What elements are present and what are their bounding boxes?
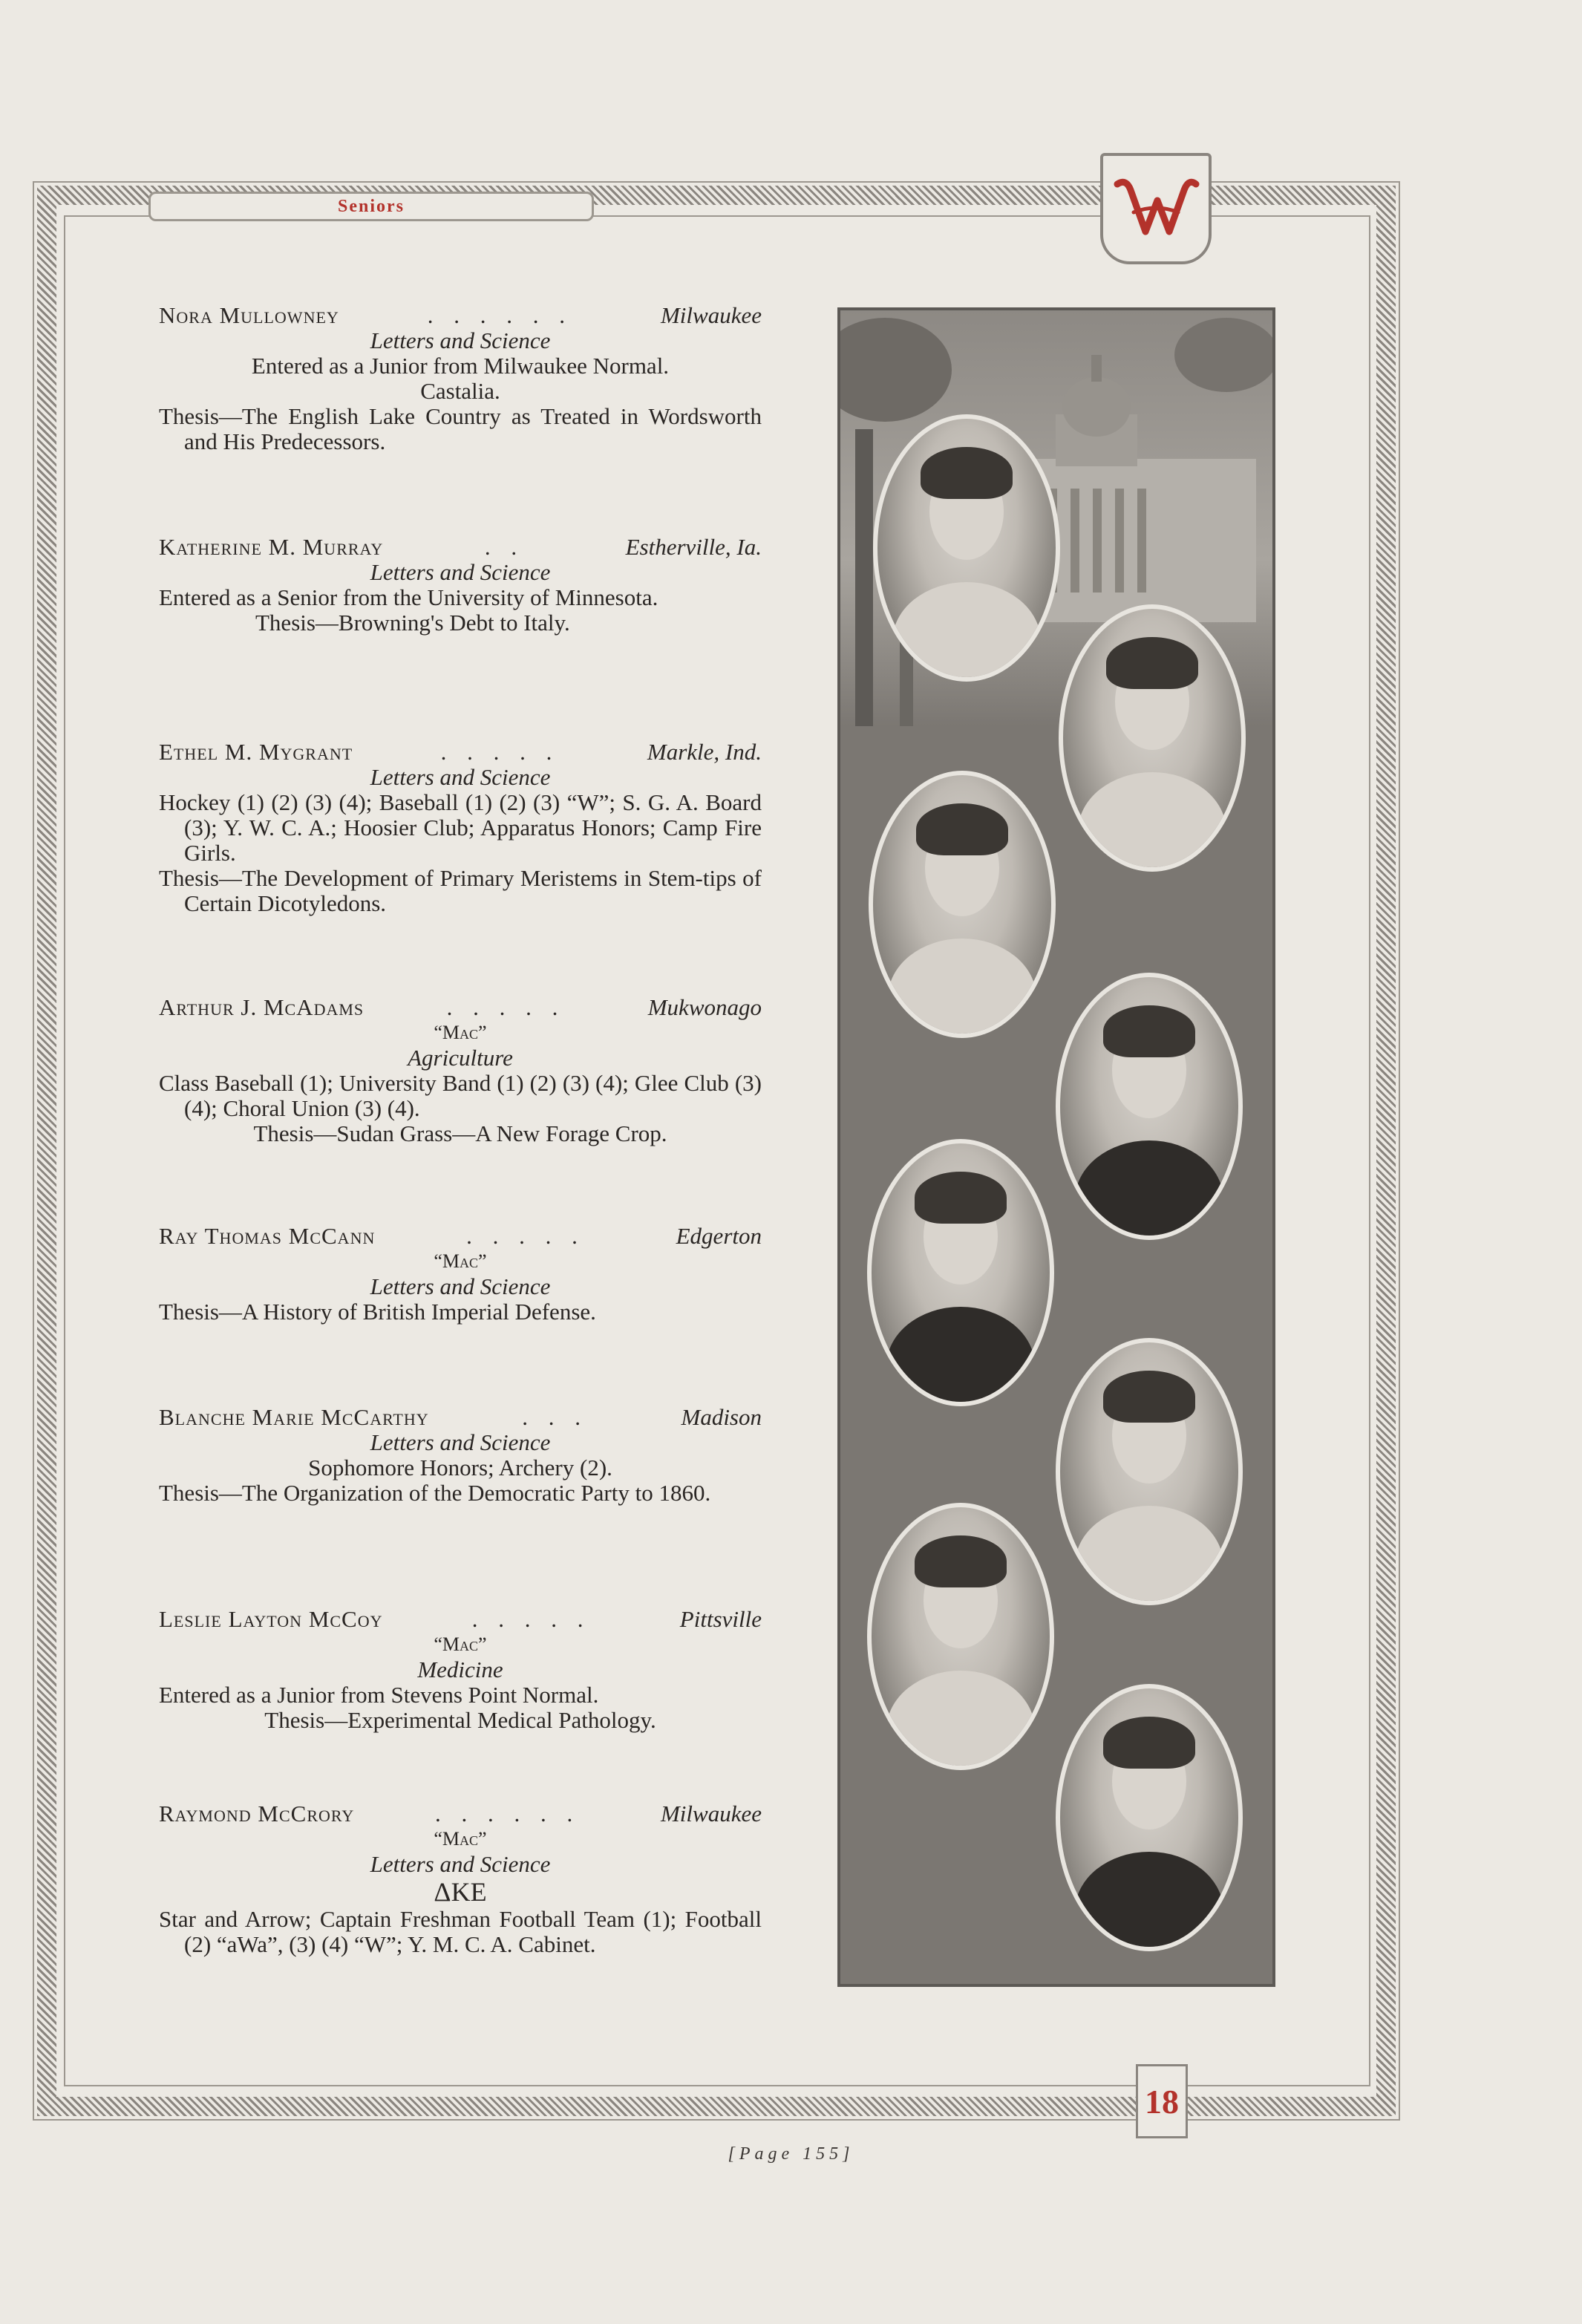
entry-nickname: “Mac” — [434, 1633, 487, 1655]
entry-town: Mukwonago — [647, 994, 762, 1020]
portrait-arthur-mcadams — [1056, 973, 1243, 1240]
entry-mccrory — [159, 1801, 762, 1957]
entry-thesis: Thesis—The Organization of the Democratic Party to 1860. — [159, 1480, 711, 1506]
page-number: [Page 155] — [728, 2144, 854, 2164]
entry-course: Letters and Science — [370, 1851, 551, 1877]
entry-name: Leslie Layton McCoy — [159, 1606, 383, 1632]
entry-course: Letters and Science — [370, 764, 551, 790]
entry-course: Agriculture — [408, 1045, 513, 1071]
entry-murray — [159, 535, 762, 636]
entry-dots: . . . . . — [471, 1607, 591, 1632]
section-label: Seniors — [148, 192, 594, 221]
entry-line: Hockey (1) (2) (3) (4); Baseball (1) (2) (3) “W”; S. G. A. Board (3); Y. W. C. A.; Hoosier Club; Apparatus Honors; Camp Fire Girls. — [159, 789, 762, 866]
portrait-nora-mullowney — [873, 414, 1060, 682]
w-monogram-icon — [1111, 168, 1200, 249]
entry-town: Edgerton — [676, 1223, 762, 1249]
entry-town: Markle, Ind. — [647, 739, 762, 765]
entry-header — [159, 535, 762, 560]
entry-dots: . . . . . — [466, 1224, 585, 1249]
entry-mccoy — [159, 1607, 762, 1733]
portrait-leslie-mccoy — [867, 1503, 1054, 1770]
entry-line: Entered as a Junior from Milwaukee Normal. — [251, 353, 670, 379]
entry-mccarthy — [159, 1405, 762, 1506]
entry-mcadams — [159, 995, 762, 1146]
entry-dots: . . . — [522, 1405, 588, 1430]
entry-line: Sophomore Honors; Archery (2). — [308, 1455, 612, 1481]
entry-town: Pittsville — [679, 1606, 762, 1632]
entry-course: Letters and Science — [370, 1273, 551, 1299]
portrait-blanche-mccarthy — [1056, 1338, 1243, 1605]
entry-course: Medicine — [417, 1656, 503, 1682]
entry-thesis: Thesis—Browning's Debt to Italy. — [255, 610, 570, 636]
entry-name: Ray Thomas McCann — [159, 1223, 376, 1249]
entry-name: Arthur J. McAdams — [159, 994, 365, 1020]
entry-mccann — [159, 1224, 762, 1325]
portrait-ray-mccann — [867, 1139, 1054, 1406]
entry-thesis: Thesis—A History of British Imperial Defense. — [159, 1299, 596, 1325]
entry-dots: . . — [484, 535, 525, 560]
entry-header — [159, 740, 762, 765]
entry-nickname: “Mac” — [434, 1022, 487, 1043]
entry-line: Class Baseball (1); University Band (1) (2) (3) (4); Glee Club (3) (4); Choral Union (3) (4). — [159, 1070, 762, 1121]
entry-name: Raymond McCrory — [159, 1801, 355, 1827]
portrait-katherine-murray — [1059, 604, 1246, 872]
portrait-raymond-mccrory — [1056, 1684, 1243, 1951]
entry-name: Nora Mullowney — [159, 302, 339, 328]
entry-header — [159, 1224, 762, 1249]
entry-course: Letters and Science — [370, 1429, 551, 1455]
entry-dots: . . . . . . — [427, 303, 572, 328]
entry-dots: . . . . . — [440, 740, 560, 765]
entry-thesis: Thesis—Sudan Grass—A New Forage Crop. — [253, 1120, 667, 1146]
entry-nickname: “Mac” — [434, 1250, 487, 1272]
entry-town: Milwaukee — [660, 1801, 762, 1827]
entry-header — [159, 303, 762, 328]
entry-thesis: Thesis—The Development of Primary Meristems in Stem-tips of Certain Dicotyledons. — [159, 865, 762, 916]
entry-fraternity: ΔKE — [434, 1877, 487, 1907]
year-badge: 18 — [1136, 2064, 1188, 2138]
entry-nickname: “Mac” — [434, 1828, 487, 1850]
w-logo-shield — [1100, 153, 1212, 264]
entry-dots: . . . . . . — [434, 1801, 581, 1827]
entry-thesis: Thesis—The English Lake Country as Treated in Wordsworth and His Predecessors. — [159, 403, 762, 454]
entry-header — [159, 995, 762, 1020]
entry-mygrant — [159, 740, 762, 916]
entry-line: Entered as a Junior from Stevens Point Normal. — [159, 1682, 599, 1708]
entry-name: Blanche Marie McCarthy — [159, 1404, 429, 1430]
entry-line: Entered as a Senior from the University of Minnesota. — [159, 584, 658, 610]
entry-line: Star and Arrow; Captain Freshman Football Team (1); Football (2) “aWa”, (3) (4) “W”; Y. M. C. A. Cabinet. — [159, 1906, 762, 1957]
portrait-panel — [837, 307, 1275, 1987]
entry-header — [159, 1405, 762, 1430]
entry-course: Letters and Science — [370, 559, 551, 585]
entry-town: Estherville, Ia. — [625, 534, 762, 560]
entry-line: Castalia. — [420, 378, 500, 404]
entry-name: Ethel M. Mygrant — [159, 739, 353, 765]
entry-name: Katherine M. Murray — [159, 534, 384, 560]
portrait-ethel-mygrant — [869, 771, 1056, 1038]
entry-thesis: Thesis—Experimental Medical Pathology. — [264, 1707, 656, 1733]
entry-header — [159, 1801, 762, 1827]
entry-town: Madison — [681, 1404, 762, 1430]
entry-town: Milwaukee — [660, 302, 762, 328]
entry-header — [159, 1607, 762, 1632]
entry-course: Letters and Science — [370, 327, 551, 353]
entry-mullowney — [159, 303, 762, 454]
entry-dots: . . . . . — [446, 995, 566, 1020]
